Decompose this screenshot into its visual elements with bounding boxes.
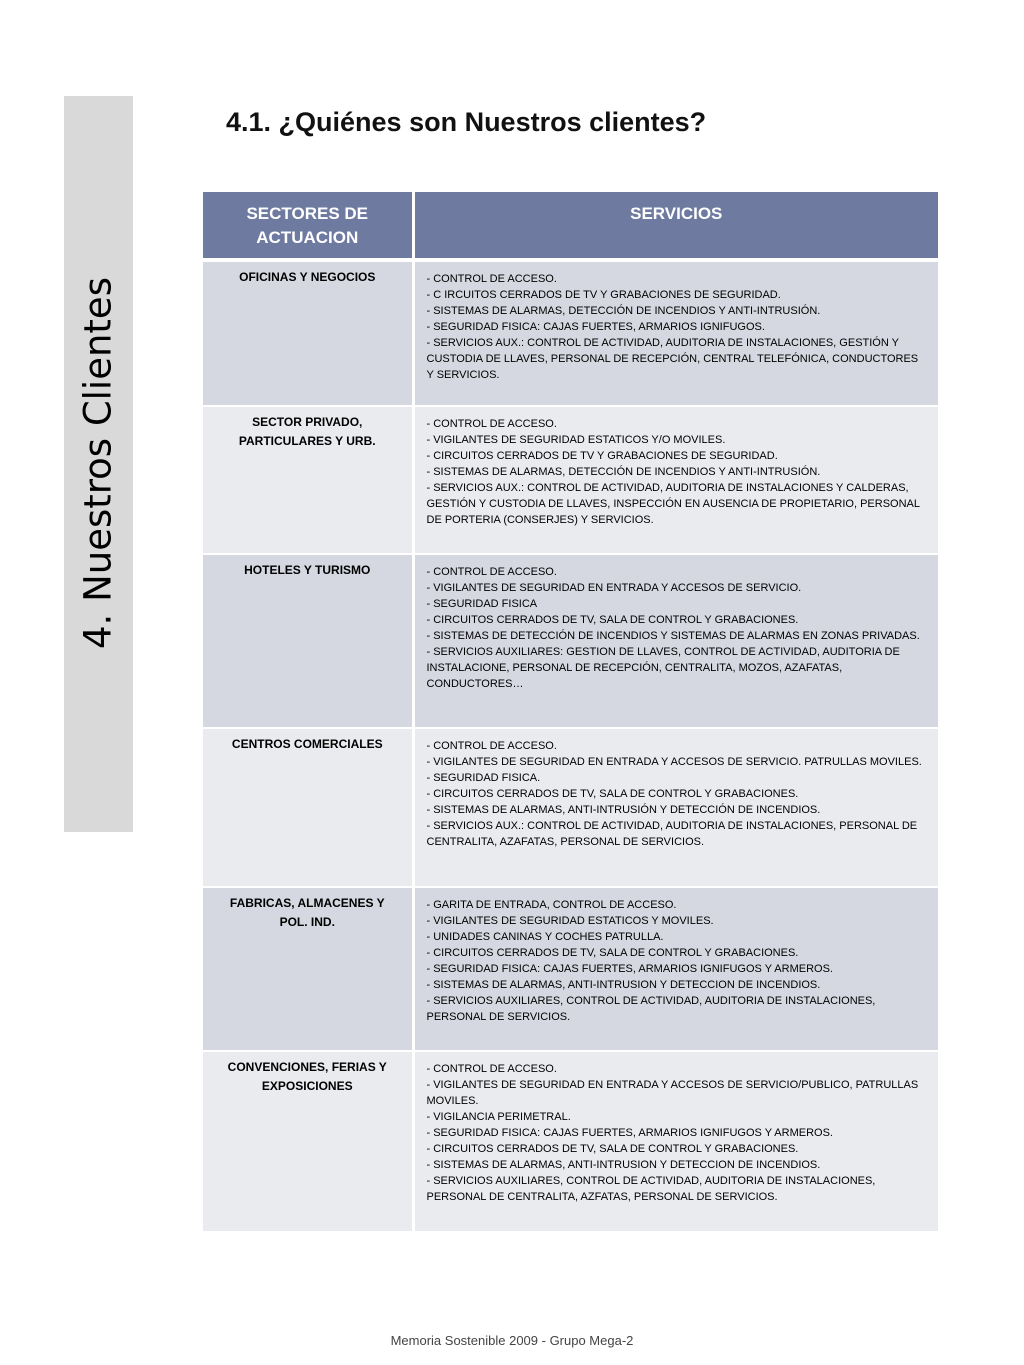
service-item: - VIGILANTES DE SEGURIDAD EN ENTRADA Y ACCESOS DE SERVICIO. PATRULLAS MOVILES. [426, 756, 922, 768]
service-item: - CIRCUITOS CERRADOS DE TV, SALA DE CONTROL Y GRABACIONES. [426, 947, 799, 959]
page-title: 4.1. ¿Quiénes son Nuestros clientes? [226, 107, 707, 137]
service-item: - SERVICIOS AUX.: CONTROL DE ACTIVIDAD, AUDITORIA DE INSTALACIONES Y CALDERAS, GESTIÓN Y CUSTODIA DE LLAVES, INSPECCIÓN EN AUSENCIA DE PROPIETARIO, PERSONAL DE PORTERIA (CONSERJES) Y SERVICIOS. [426, 482, 920, 526]
table-row [203, 406, 938, 554]
table-row [203, 554, 938, 728]
service-item: - SEGURIDAD FISICA: CAJAS FUERTES, ARMARIOS IGNIFUGOS Y ARMEROS. [426, 963, 833, 975]
service-item: - SERVICIOS AUX.: CONTROL DE ACTIVIDAD, AUDITORIA DE INSTALACIONES, PERSONAL DE CENTRALITA, AZAFATAS, PERSONAL DE SERVICIOS. [426, 820, 918, 848]
service-item: - SISTEMAS DE DETECCIÓN DE INCENDIOS Y SISTEMAS DE ALARMAS EN ZONAS PRIVADAS. [426, 630, 920, 642]
service-item: - VIGILANTES DE SEGURIDAD EN ENTRADA Y ACCESOS DE SERVICIO/PUBLICO, PATRULLAS MOVILES. [426, 1079, 919, 1107]
service-item: - CONTROL DE ACCESO. [426, 273, 557, 285]
service-item: - C IRCUITOS CERRADOS DE TV Y GRABACIONES DE SEGURIDAD. [426, 289, 781, 301]
table-row [203, 887, 938, 1051]
service-item: - SEGURIDAD FISICA: CAJAS FUERTES, ARMARIOS IGNIFUGOS Y ARMEROS. [426, 1127, 833, 1139]
service-item: - SERVICIOS AUX.: CONTROL DE ACTIVIDAD, AUDITORIA DE INSTALACIONES, GESTIÓN Y CUSTODIA DE LLAVES, PERSONAL DE RECEPCIÓN, CENTRAL TELEFÓNICA, CONDUCTORES Y SERVICIOS. [426, 337, 919, 381]
sector-cell: CENTROS COMERCIALES [203, 728, 413, 887]
service-item: - CONTROL DE ACCESO. [426, 740, 557, 752]
table-row [203, 260, 938, 406]
service-item: - CIRCUITOS CERRADOS DE TV Y GRABACIONES DE SEGURIDAD. [426, 450, 778, 462]
service-item: - VIGILANTES DE SEGURIDAD ESTATICOS Y MOVILES. [426, 915, 714, 927]
services-cell [413, 554, 938, 728]
sector-cell: SECTOR PRIVADO, PARTICULARES Y URB. [203, 406, 413, 554]
service-item: - SERVICIOS AUXILIARES, CONTROL DE ACTIVIDAD, AUDITORIA DE INSTALACIONES, PERSONAL DE SERVICIOS. [426, 995, 876, 1023]
service-item: - CIRCUITOS CERRADOS DE TV, SALA DE CONTROL Y GRABACIONES. [426, 788, 799, 800]
service-item: - SISTEMAS DE ALARMAS, DETECCIÓN DE INCENDIOS Y ANTI-INTRUSIÓN. [426, 305, 821, 317]
service-item: - VIGILANTES DE SEGURIDAD ESTATICOS Y/O MOVILES. [426, 434, 726, 446]
sector-cell: FABRICAS, ALMACENES Y POL. IND. [203, 887, 413, 1051]
sector-cell: CONVENCIONES, FERIAS Y EXPOSICIONES [203, 1051, 413, 1232]
services-cell [413, 728, 938, 887]
service-item: - SERVICIOS AUXILIARES, CONTROL DE ACTIVIDAD, AUDITORIA DE INSTALACIONES, PERSONAL DE CENTRALITA, AZFATAS, PERSONAL DE SERVICIOS. [426, 1175, 876, 1203]
service-item: - VIGILANCIA PERIMETRAL. [426, 1111, 571, 1123]
sector-cell: OFICINAS Y NEGOCIOS [203, 260, 413, 406]
service-item: - SERVICIOS AUXILIARES: GESTION DE LLAVES, CONTROL DE ACTIVIDAD, AUDITORIA DE INSTALACIONE, PERSONAL DE RECEPCIÓN, CENTRALITA, MOZOS, AZAFATAS, CONDUCTORES… [426, 646, 900, 690]
service-item: - SISTEMAS DE ALARMAS, DETECCIÓN DE INCENDIOS Y ANTI-INTRUSIÓN. [426, 466, 821, 478]
service-item: - SEGURIDAD FISICA: CAJAS FUERTES, ARMARIOS IGNIFUGOS. [426, 321, 765, 333]
service-item: - SISTEMAS DE ALARMAS, ANTI-INTRUSION Y DETECCION DE INCENDIOS. [426, 1159, 821, 1171]
service-item: - CIRCUITOS CERRADOS DE TV, SALA DE CONTROL Y GRABACIONES. [426, 1143, 799, 1155]
service-item: - UNIDADES CANINAS Y COCHES PATRULLA. [426, 931, 664, 943]
service-item: - CONTROL DE ACCESO. [426, 566, 557, 578]
table-header-row [203, 192, 938, 260]
header-services: SERVICIOS [413, 192, 938, 260]
services-cell [413, 260, 938, 406]
service-item: - CONTROL DE ACCESO. [426, 418, 557, 430]
service-item: - SEGURIDAD FISICA. [426, 772, 541, 784]
services-cell [413, 887, 938, 1051]
clients-table [203, 192, 938, 1233]
table-row [203, 728, 938, 887]
sector-cell: HOTELES Y TURISMO [203, 554, 413, 728]
service-item: - VIGILANTES DE SEGURIDAD EN ENTRADA Y ACCESOS DE SERVICIO. [426, 582, 802, 594]
service-item: - CONTROL DE ACCESO. [426, 1063, 557, 1075]
page-footer: Memoria Sostenible 2009 - Grupo Mega-2 [390, 1333, 634, 1348]
services-cell [413, 406, 938, 554]
service-item: - SISTEMAS DE ALARMAS, ANTI-INTRUSION Y DETECCION DE INCENDIOS. [426, 979, 821, 991]
table-row [203, 1051, 938, 1232]
service-item: - SISTEMAS DE ALARMAS, ANTI-INTRUSIÓN Y DETECCIÓN DE INCENDIOS. [426, 804, 821, 816]
service-item: - CIRCUITOS CERRADOS DE TV, SALA DE CONTROL Y GRABACIONES. [426, 614, 799, 626]
header-sectors: SECTORES DE ACTUACION [203, 192, 413, 260]
service-item: - SEGURIDAD FISICA [426, 598, 538, 610]
service-item: - GARITA DE ENTRADA, CONTROL DE ACCESO. [426, 899, 677, 911]
services-cell [413, 1051, 938, 1232]
side-section-title: 4. Nuestros Clientes [76, 277, 120, 649]
